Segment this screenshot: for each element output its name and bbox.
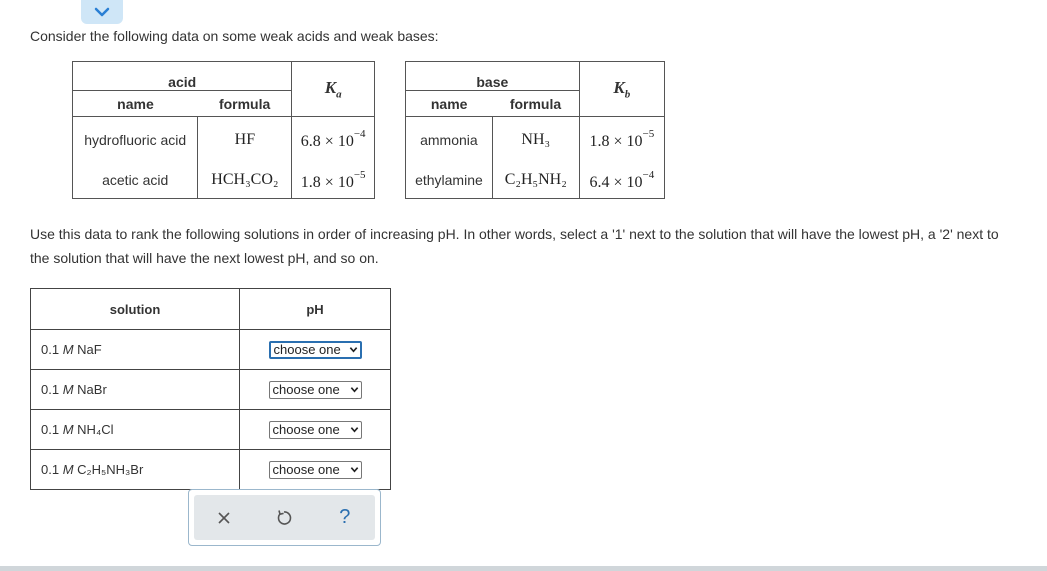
chevron-down-icon [94, 7, 110, 17]
table-row [31, 330, 391, 370]
ka-value: $1.8 \times 10^{-5}$ [292, 163, 375, 199]
close-icon [217, 511, 231, 525]
ranking-table [30, 288, 391, 490]
chevron-down-icon [349, 345, 358, 354]
solution-label: 0.1 M NH₄Cl [31, 410, 240, 450]
base-data-table [405, 61, 665, 199]
base-formula-header: formula [492, 91, 579, 117]
base-name: ammonia [406, 117, 493, 163]
ph-header: pH [240, 289, 391, 330]
base-formula: C₂H₅NH₂ [492, 163, 579, 199]
acid-name: hydrofluoric acid [73, 117, 198, 163]
bottom-divider [0, 566, 1047, 571]
table-row [31, 450, 391, 490]
ph-rank-select[interactable]: choose one [269, 421, 362, 439]
collapse-toggle[interactable] [81, 0, 123, 24]
acid-name-header: name [73, 91, 198, 117]
help-button[interactable] [330, 503, 360, 533]
base-name: ethylamine [415, 172, 483, 189]
question-prompt: Consider the following data on some weak acids and weak bases: [30, 28, 439, 44]
undo-button[interactable] [269, 503, 299, 533]
instructions: Use this data to rank the following solutions in order of increasing pH. In other words, select a '1' next to the solution that will have the lowest pH, a '2' next to the solution that will have the next lowest pH, and so on. [30, 226, 999, 266]
ka-header: $K_a$ [292, 62, 375, 117]
acid-formula-header: formula [198, 91, 292, 117]
base-formula: NH₃ [492, 117, 579, 163]
acid-formula: HCH₃CO₂ [198, 163, 292, 199]
chevron-down-icon [350, 425, 359, 434]
table-row [31, 410, 391, 450]
ka-value: $6.8 \times 10^{-4}$ [292, 117, 375, 163]
solution-label: 0.1 M C₂H₅NH₃Br [31, 450, 240, 490]
solution-label: 0.1 M NaBr [31, 370, 240, 410]
table-row [31, 370, 391, 410]
kb-value: $1.8 \times 10^{-5}$ [579, 117, 664, 163]
ph-rank-select[interactable]: choose one [269, 341, 362, 359]
acid-group-header: acid [168, 74, 197, 90]
acid-data-table [72, 61, 375, 199]
ph-rank-select[interactable]: choose one [269, 461, 362, 479]
kb-value: $6.4 \times 10^{-4}$ [579, 163, 664, 199]
ph-rank-select[interactable]: choose one [269, 381, 362, 399]
undo-icon [275, 509, 293, 527]
chevron-down-icon [350, 385, 359, 394]
base-name-header: name [406, 91, 493, 117]
solution-label: 0.1 M NaF [31, 330, 240, 370]
clear-button[interactable] [209, 503, 239, 533]
answer-toolbar [188, 489, 381, 546]
acid-formula: HF [198, 117, 292, 163]
solution-header: solution [31, 289, 240, 330]
acid-name: acetic acid [102, 172, 169, 189]
chevron-down-icon [350, 465, 359, 474]
kb-header: $K_b$ [579, 62, 664, 117]
help-icon: ? [339, 506, 351, 528]
base-group-header: base [476, 74, 509, 90]
